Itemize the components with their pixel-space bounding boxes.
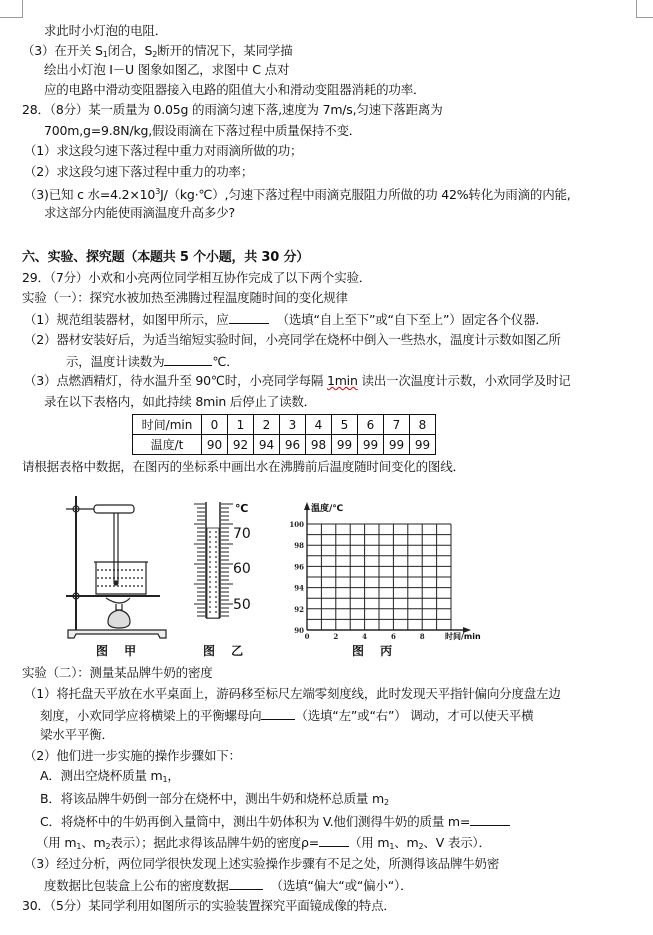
- table-row-time: [133, 415, 436, 435]
- grid-x-tick-label: 2: [333, 632, 339, 641]
- liquid-dot: [215, 566, 217, 568]
- table-header-time: 时间/min: [133, 415, 202, 435]
- figure-a-caption: 图 甲: [96, 644, 143, 658]
- q29-e2-part1-line3: 梁水平平衡．: [40, 727, 114, 742]
- text-segment: （用 m: [36, 835, 77, 850]
- q28-part3-line1: [24, 184, 571, 203]
- thermometer-tick-label: 70: [233, 526, 251, 542]
- q29-part1: [24, 311, 548, 328]
- figure-c-caption: 图 丙: [352, 644, 399, 658]
- liquid-dot: [215, 561, 217, 563]
- liquid-dot: [209, 606, 211, 608]
- q27-part3-suffix: 断开的情况下，某同学描: [157, 43, 293, 58]
- figure-b-thermometer: [190, 500, 270, 635]
- thermometer-tick-label: 60: [233, 561, 251, 577]
- liquid-dot: [209, 596, 211, 598]
- table-header-temperature: 温度/t: [133, 435, 202, 455]
- q27-part3-mid: 闭合，S: [107, 43, 153, 58]
- table-cell: 8: [410, 415, 436, 435]
- grid-y-tick-label: 100: [289, 520, 304, 529]
- liquid-dot: [209, 571, 211, 573]
- table-cell: 99: [410, 435, 436, 455]
- liquid-dot: [215, 606, 217, 608]
- q29-e2-part1-prefix: 刻度，小欢同学应将横梁上的平衡螺母向: [40, 708, 262, 723]
- q29-e2-part3-line1: （3）经过分析，两位同学很快发现上述实验操作步骤有不足之处，所测得该品牌牛奶密: [24, 856, 500, 871]
- table-cell: 7: [384, 415, 410, 435]
- q29-e2-part1-line2: [40, 707, 533, 724]
- q27-part3-line3: 应的电路中滑动变阻器接入电路的阻值大小和滑动变阻器消耗的功率．: [44, 82, 426, 97]
- grid-y-tick-label: 92: [294, 604, 304, 614]
- q29-part2-line1: （2）器材安装好后，为适当缩短实验时间，小亮同学在烧杯中倒入一些热水，温度计示数如图乙所: [24, 332, 561, 347]
- text-segment: 、V 表示）．: [423, 835, 491, 850]
- q29-e2-part3-prefix: 度数据比包装盒上公布的密度数据: [44, 878, 229, 893]
- table-cell: 99: [384, 435, 410, 455]
- q29-experiment1-title: 实验（一）：探究水被加热至沸腾过程温度随时间的变化规律: [22, 290, 348, 305]
- q29-part1-suffix: （选填“自上至下”或“自下至上”）固定各个仪器．: [276, 312, 548, 327]
- q29-e2-part3-line2: [44, 877, 412, 894]
- liquid-dot: [215, 591, 217, 593]
- step-c-text: C．将烧杯中的牛奶再倒入量筒中，测出牛奶体积为 V.他们测得牛奶的质量 m=: [40, 814, 471, 829]
- table-cell: 98: [306, 435, 332, 455]
- liquid-dot: [215, 541, 217, 543]
- step-a-end: ，: [167, 768, 180, 783]
- grid-x-tick-label: 4: [362, 632, 368, 641]
- grid-x-axis-label: 时间/min: [445, 632, 481, 641]
- text-segment: 表示）；据此求得该品牌牛奶的密度ρ=: [110, 835, 319, 850]
- q30-line1: 30．（5分）某同学利用如图所示的实验装置探究平面镜成像的特点．: [22, 898, 396, 913]
- table-cell: 1: [228, 415, 254, 435]
- q28-line2: 700m,g=9.8N/kg,假设雨滴在下落过程中质量保持不变．: [44, 123, 362, 138]
- section-title: 六、实验、探究题（本题共 5 个小题，共 30 分）: [22, 250, 310, 265]
- q29-part2-prefix: 示，温度计读数为: [66, 354, 165, 369]
- q27-text-resistance: 求此时小灯泡的电阻．: [44, 23, 168, 38]
- q29-part3-prefix: （3）点燃酒精灯，待水温升至 90℃时，小亮同学每隔: [24, 373, 327, 388]
- table-cell: 96: [280, 435, 306, 455]
- q28-line1: 28．（8分）某一质量为 0.05g 的雨滴匀速下落,速度为 7m/s,匀速下落距离为: [22, 102, 443, 117]
- answer-blank-bias[interactable]: [229, 877, 263, 890]
- liquid-dot: [209, 566, 211, 568]
- liquid-dot: [209, 586, 211, 588]
- table-cell: 94: [254, 435, 280, 455]
- q27-part3-line2: 绘出小灯泡 I－U 图象如图乙，求图中 C 点对: [44, 62, 290, 77]
- grid-x-tick-label: 6: [390, 632, 396, 641]
- liquid-dot: [215, 571, 217, 573]
- table-cell: 99: [332, 435, 358, 455]
- q29-step-b: [40, 791, 389, 811]
- table-cell: 2: [254, 415, 280, 435]
- table-cell: 3: [280, 415, 306, 435]
- grid-y-tick-label: 98: [294, 541, 304, 551]
- q27-part3-prefix: （3）在开关 S: [22, 43, 103, 58]
- text-segment: 、m: [394, 835, 419, 850]
- y-axis-arrow-icon: [304, 502, 310, 510]
- q29-part3-line2: 录在以下表格内，如此持续 8min 后停止了读数．: [44, 394, 316, 409]
- grid-y-axis-label: 温度/℃: [311, 504, 344, 514]
- answer-blank-order[interactable]: [229, 311, 269, 324]
- q29-part2-line2: [66, 353, 239, 370]
- liquid-dot: [215, 551, 217, 553]
- q29-experiment2-title: 实验（二）：测量某品牌牛奶的密度: [22, 665, 213, 680]
- thermometer-liquid-column: [207, 528, 219, 618]
- q27-s1-subscript: 1: [102, 50, 108, 59]
- q29-step-c-line2: [36, 834, 491, 855]
- subscript: 2: [105, 842, 111, 851]
- q28-part2: （2）求这段匀速下落过程中重力的功率；: [24, 164, 254, 179]
- liquid-dot: [215, 531, 217, 533]
- liquid-dot: [215, 556, 217, 558]
- text-segment: 、m: [81, 835, 106, 850]
- liquid-dot: [209, 576, 211, 578]
- q29-e2-part2: （2）他们进一步实施的操作步骤如下：: [24, 748, 241, 763]
- grid-x-tick-label: 8: [419, 632, 425, 641]
- table-cell: 90: [202, 435, 228, 455]
- q29-intro: 29．（7分）小欢和小亮两位同学相互协作完成了以下两个实验．: [22, 270, 372, 285]
- page-corner-mark-left: [0, 0, 23, 18]
- liquid-dot: [209, 581, 211, 583]
- liquid-dot: [215, 611, 217, 613]
- answer-blank-mass[interactable]: [470, 813, 510, 826]
- table-row-temperature: [133, 435, 436, 455]
- liquid-dot: [209, 556, 211, 558]
- liquid-dot: [209, 611, 211, 613]
- thermometer-unit: ℃: [235, 502, 249, 515]
- q29-step-a: [40, 768, 180, 788]
- q29-e2-part3-suffix: （选填“偏大“或“偏小“）．: [270, 878, 413, 893]
- liquid-dot: [209, 561, 211, 563]
- q27-s2-subscript: 2: [152, 50, 158, 59]
- time-temperature-table: [132, 414, 436, 455]
- q29-step-c: [40, 813, 510, 830]
- answer-blank-density[interactable]: [319, 834, 349, 847]
- table-cell: 4: [306, 415, 332, 435]
- q28-part3-suffix: J/（kg·℃）,匀速下落过程中雨滴克服阻力所做的功 42%转化为雨滴的内能,: [160, 187, 571, 202]
- liquid-dot: [209, 546, 211, 548]
- grid-y-tick-label: 90: [294, 626, 304, 635]
- subscript: 1: [389, 842, 395, 851]
- q29-plot-instruction: 请根据表格中数据，在图丙的坐标系中画出水在沸腾前后温度随时间变化的图线．: [22, 459, 465, 474]
- spellcheck-flagged-word: 1min: [326, 373, 358, 388]
- text-segment: （用 m: [348, 835, 390, 850]
- figure-a-heating-apparatus: [66, 492, 168, 640]
- table-cell: 99: [358, 435, 384, 455]
- m2-subscript: 2: [383, 798, 389, 807]
- table-cell: 5: [332, 415, 358, 435]
- liquid-dot: [215, 546, 217, 548]
- step-a-text: A．测出空烧杯质量 m: [40, 768, 163, 783]
- page-corner-mark-right: [636, 0, 653, 18]
- answer-blank-direction[interactable]: [261, 707, 295, 720]
- table-cell: 0: [202, 415, 228, 435]
- q29-part3-line1: [24, 373, 571, 389]
- q29-part2-suffix: ℃．: [212, 354, 239, 369]
- step-b-text: B．将该品牌牛奶倒一部分在烧杯中，测出牛奶和烧杯总质量 m: [40, 791, 384, 806]
- liquid-dot: [209, 591, 211, 593]
- q29-part3-suffix: 读出一次温度计示数，小欢同学及时记: [357, 373, 571, 388]
- liquid-dot: [209, 531, 211, 533]
- grid-y-tick-label: 94: [294, 583, 304, 593]
- liquid-dot: [215, 536, 217, 538]
- liquid-dot: [215, 586, 217, 588]
- liquid-dot: [215, 596, 217, 598]
- table-cell: 6: [358, 415, 384, 435]
- liquid-dot: [209, 601, 211, 603]
- table-cell: 92: [228, 435, 254, 455]
- figure-b-caption: 图 乙: [203, 644, 250, 658]
- figure-c-temperature-grid: [285, 500, 475, 650]
- grid-x-tick-label: 0: [304, 632, 310, 641]
- liquid-dot: [209, 551, 211, 553]
- q29-part1-prefix: （1）规范组装器材，如图甲所示，应: [24, 312, 229, 327]
- subscript: 1: [76, 842, 82, 851]
- answer-blank-temperature[interactable]: [164, 353, 212, 366]
- m1-subscript: 1: [162, 775, 168, 784]
- q28-part3-line2: 求这部分内能使雨滴温度升高多少?: [44, 205, 235, 220]
- liquid-dot: [209, 541, 211, 543]
- q29-e2-part1-line1: （1）将托盘天平放在水平桌面上，游码移至标尺左端零刻度线，此时发现天平指针偏向分度盘左边: [24, 686, 561, 701]
- liquid-dot: [209, 536, 211, 538]
- q27-part3-line1: [22, 43, 293, 63]
- thermometer-tick-label: 50: [233, 597, 251, 613]
- q28-exponent: 3: [155, 187, 161, 196]
- grid-y-tick-label: 96: [294, 562, 304, 572]
- liquid-dot: [215, 576, 217, 578]
- q28-part1: （1）求这段匀速下落过程中重力对雨滴所做的功；: [24, 143, 303, 158]
- liquid-dot: [215, 601, 217, 603]
- liquid-dot: [215, 581, 217, 583]
- q28-part3-prefix: （3)已知 c 水=4.2×10: [24, 187, 156, 202]
- q29-e2-part1-suffix: （选填“左”或“右”） 调动，才可以使天平横: [295, 708, 534, 723]
- subscript: 2: [418, 842, 424, 851]
